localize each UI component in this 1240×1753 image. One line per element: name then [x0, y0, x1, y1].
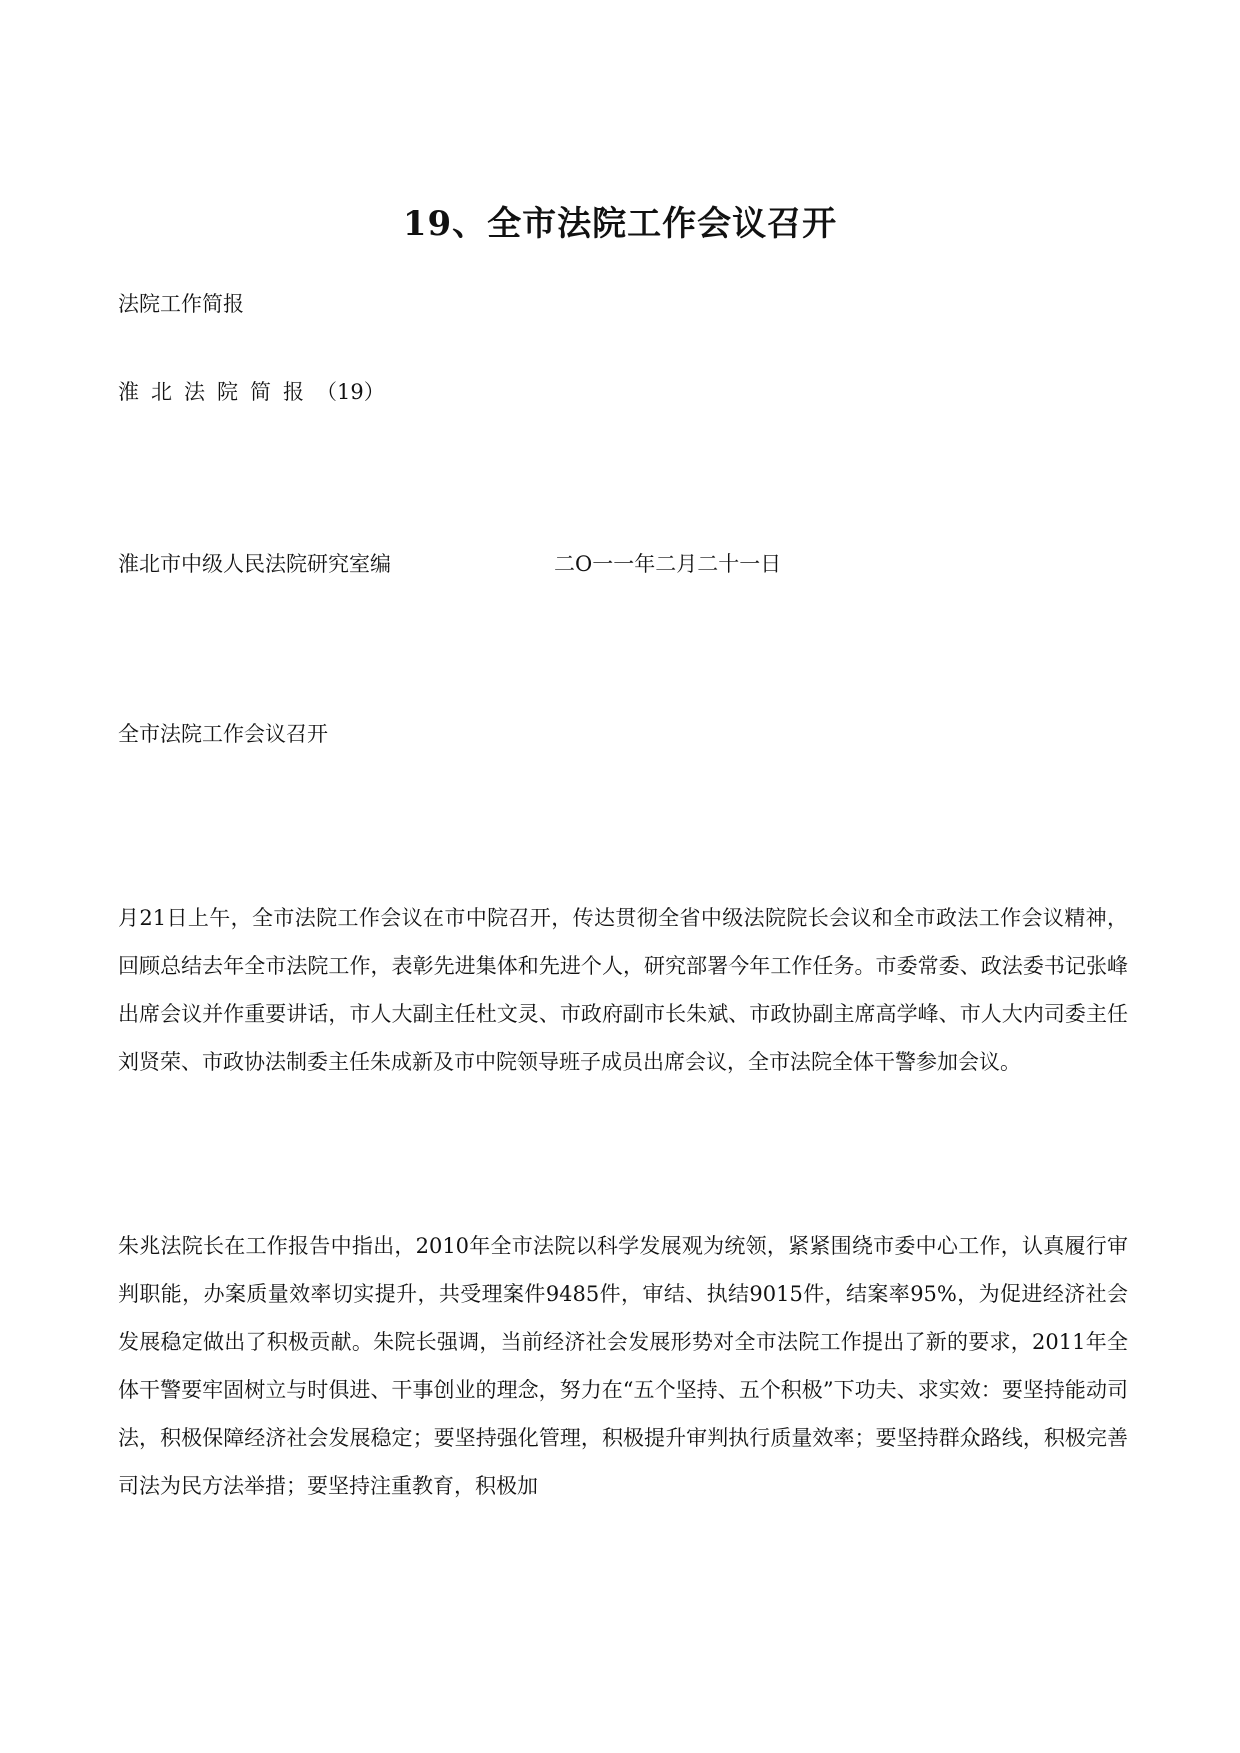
article-paragraph-2: 朱兆法院长在工作报告中指出，2010年全市法院以科学发展观为统领，紧紧围绕市委中心工作，认真履行审判职能，办案质量效率切实提升，共受理案件9485件，审结、执结9015件，结案率95%，为促进经济社会发展稳定做出了积极贡献。朱院长强调，当前经济社会发展形势对全市法院工作提出了新的要求，2011年全体干警要牢固树立与时俱进、干事创业的理念，努力在“五个坚持、五个积极”下功夫、求实效：要坚持能动司法，积极保障经济社会发展稳定；要坚持强化管理，积极提升审判执行质量效率；要坚持群众路线，积极完善司法为民方法举措；要坚持注重教育，积极加 — [118, 1234, 1128, 1498]
article-paragraph-1: 月21日上午，全市法院工作会议在市中院召开，传达贯彻全省中级法院院长会议和全市政法工作会议精神，回顾总结去年全市法院工作，表彰先进集体和先进个人，研究部署今年工作任务。市委常委、政法委书记张峰出席会议并作重要讲话，市人大副主任杜文灵、市政府副市长朱斌、市政协副主席高学峰、市人大内司委主任刘贤荣、市政协法制委主任朱成新及市中院领导班子成员出席会议，全市法院全体干警参加会议。 — [118, 906, 1128, 1074]
document-title: 19、全市法院工作会议召开 — [402, 204, 838, 244]
bulletin-category: 法院工作简报 — [118, 292, 244, 316]
editor-line: 淮北市中级人民法院研究室编 — [118, 552, 391, 576]
bulletin-name: 淮北法院简报 — [118, 380, 316, 404]
bulletin-issue: （19） — [316, 380, 385, 404]
publish-date: 二O一一年二月二十一日 — [554, 552, 782, 576]
bulletin-name-line — [118, 376, 385, 406]
article-heading: 全市法院工作会议召开 — [118, 722, 328, 746]
